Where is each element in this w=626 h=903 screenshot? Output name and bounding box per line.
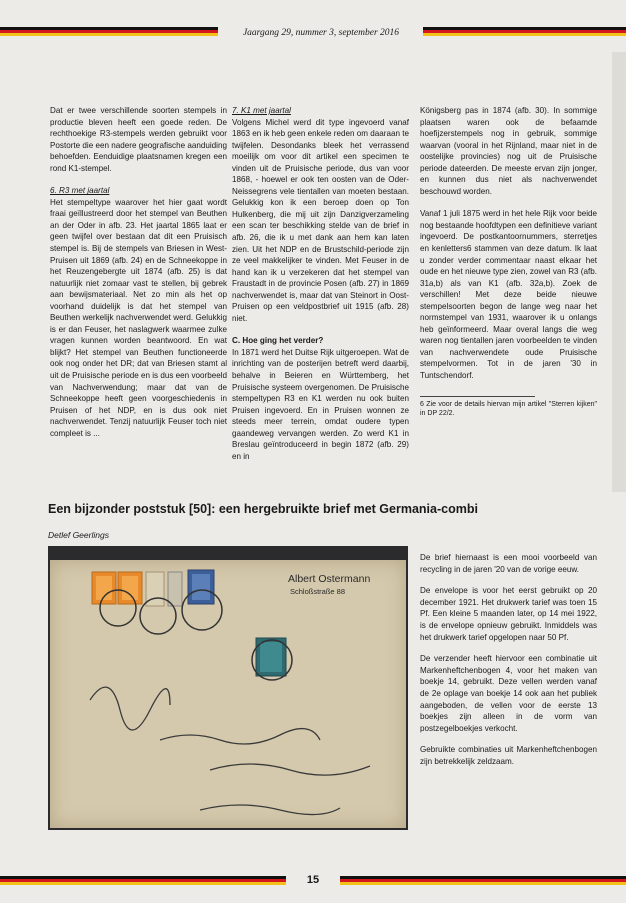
handwriting-stroke xyxy=(160,729,320,744)
footnote: 6 Zie voor de details hiervan mijn artikel "Sterren kijken" in DP 22/2. xyxy=(420,400,597,417)
article-author: Detlef Geerlings xyxy=(48,530,109,540)
section-heading: 7. K1 met jaartal xyxy=(232,106,291,115)
section-heading: 6. R3 met jaartal xyxy=(50,186,110,196)
perforation-strip xyxy=(168,572,182,606)
paragraph: Königsberg pas in 1874 (afb. 30). In sommige plaatsen waren ook de befaamde hoefijzerstempels nog in gebruik, sommige waarvan (vooral in het Rijnland, maar niet in de oostelijke provincies) nog uit de Pruisische periode dateerden. De meeste ervan zijn jonger, en kunnen dus niet als nachverwendet beschouwd worden. xyxy=(420,106,597,196)
sender-name: Albert Ostermann xyxy=(288,573,371,585)
paragraph: Vanaf 1 juli 1875 werd in het hele Rijk voor beide nog bestaande hoofdtypen een definitieve variant ingevoerd. De postkantoornummers, sterretjes en kenletters6 stammen van deze datum. Ik laat u zonder verder commentaar naast elkaar het oude en het nieuwe type zien, zowel van R3 (afb. 31a,b) als van K1 (afb. 32a,b). Zoek de verschillen! Met deze beide nieuwe stempelsoorten begon de lange weg naar het normstempel van 1931, waarover ik u onlangs heb geïnformeerd. Maar overal langs die weg waren nog tientallen jaren voorbeelden te vinden van nachverwendete oude Pruisische stempelvormen. Tot in de jaren '30 in Tuntschendorf. xyxy=(420,209,597,381)
issue-line: Jaargang 29, nummer 3, september 2016 xyxy=(242,28,400,38)
column-2 xyxy=(232,105,409,473)
stamp-orange-1 xyxy=(92,572,116,604)
footnote-rule xyxy=(420,396,535,397)
flag-stripe-left xyxy=(0,27,218,36)
paragraph: Volgens Michel werd dit type ingevoerd vanaf 1863 en ik heb geen enkele reden om daaraan te twijfelen. Desondanks bleek het verrassend moeilijk om voor dit artikel een specimen te vinden uit de Pruisische periode, dus van voor 1868, - hoewel er ook ten oosten van de Oder-Neissegrens vele tientallen van moeten bestaan. Gelukkig kon ik een beroep doen op Ton Hulkenberg, die mij uit zijn Danzigverzameling een scan ter beschikking stelde van de brief in afb. 26, die ik u met dank aan hem kan laten zien. Uit het NDP en de Brustschild-periode zijn ze veel makkelijker te vinden. Met Feuser in de hand kan ik u verzekeren dat het stempel van Fraustadt in de provincie Posen (afb. 27) in 1869 nachverwendet is, maar dat van Steinort in Oost-Pruisen op een veldpostbrief uit 1915 (afb. 28) niet. xyxy=(232,117,409,323)
paragraph: Gebruikte combinaties uit Markenheftchenbogen zijn betrekkelijk zeldzaam. xyxy=(420,745,597,766)
handwriting-stroke xyxy=(90,687,170,730)
handwriting-stroke xyxy=(210,764,370,775)
paragraph: Het stempeltype waarover het hier gaat wordt fraai geïllustreerd door het stempel van Beuthen an der Oder in afb. 23. Het jaartal 1865 laat er geen twijfel over bestaan dat dit een Pruisisch stempel is. Bij de stempels van Briesen in West-Pruisen uit 1869 (afb. 24) en de Schneekoppe in het Reuzengebergte uit 1874 (afb. 25) is dat natuurlijk niet zomaar vast te stellen, bij gebrek aan bewijsmateriaal. Net zo min als het op voorhand duidelijk is dat het stempel van Beuthen werkelijk nachverwendet werd. Gelukkig is er dan Feuser, het naslagwerk waarmee zulke vragen kunnen worden beantwoord. En wat blijkt? Het stempel van Beuthen functioneerde ook nog onder het DR; dat van Briesen stamt al uit de Pruisische periode en is dus een voorbeeld van Nachverwendung; maar dat van de Schneekoppe heeft geen voorgeschiedenis in Pruisen of het NDP, en is dus ook niet nachverwendet. Tenzij natuurlijk Feuser toch niet compleet is ... xyxy=(50,197,227,438)
paragraph: De verzender heeft hiervoor een combinatie uit Markenheftchenbogen 4, voor het maken van boekje 14, gebruikt. Deze vellen werden vanaf de 2e oplage van boekje 14 ook aan het publiek aangeboden, de vellen voor de eerste 13 boekjes zijn alleen in de vorm van postzegelboekjes verkocht. xyxy=(420,654,597,733)
paragraph: Dat er twee verschillende soorten stempels in productie bleven heeft een goede reden. De rechthoekige R3-stempels werden gebruikt voor Postorte die een nadere geografische aanduiding behoefden. Eenduidige plaatsnamen kregen een rond K1-stempel. xyxy=(50,106,227,173)
stamp-orange-2 xyxy=(118,572,142,604)
column-3 xyxy=(420,105,597,418)
article-title: Een bijzonder poststuk [50]: een hergebruikte brief met Germania-combi xyxy=(48,502,478,516)
flag-stripe-right xyxy=(423,27,626,36)
paragraph: De envelope is voor het eerst gebruikt op 20 december 1921. Het drukwerk tarief was toen 15 Pf. Een kleine 5 maanden later, op 14 mei 1922, is de envelope opnieuw gebruikt. Inmiddels was het drukwerk tarief opgelopen naar 50 Pf. xyxy=(420,586,597,642)
envelope-drawing xyxy=(50,560,406,828)
stamp-blue-1 xyxy=(188,570,214,604)
handwriting-stroke xyxy=(200,805,340,815)
paragraph: In 1871 werd het Duitse Rijk uitgeroepen. Wat de inrichting van de posterijen betreft werd daarbij, behalve in Beieren en Württemberg, het Pruisische systeem overgenomen. De Pruisische stempeltypen R3 en K1 werden nu ook buiten Pruisen ingevoerd. En in Pruisen wonnen ze steeds meer terrein, omdat oudere typen gaandeweg vervangen werden. Zo werd K1 in Breslau geïntroduceerd in begin 1872 (afb. 29) en in xyxy=(232,347,409,461)
section-heading: C. Hoe ging het verder? xyxy=(232,336,324,346)
sender-street: Schloßstraße 88 xyxy=(290,587,346,596)
article-text xyxy=(420,552,597,778)
column-1 xyxy=(50,105,227,450)
paragraph: De brief hiernaast is een mooi voorbeeld van recycling in de jaren '20 van de vorige eeuw. xyxy=(420,553,597,574)
footer-flag-stripe-right xyxy=(340,876,626,885)
envelope-photo xyxy=(48,546,408,830)
footer-flag-stripe-left xyxy=(0,876,286,885)
page-number: 15 xyxy=(306,874,320,886)
adjacent-page-edge xyxy=(612,52,626,492)
envelope xyxy=(50,560,406,828)
